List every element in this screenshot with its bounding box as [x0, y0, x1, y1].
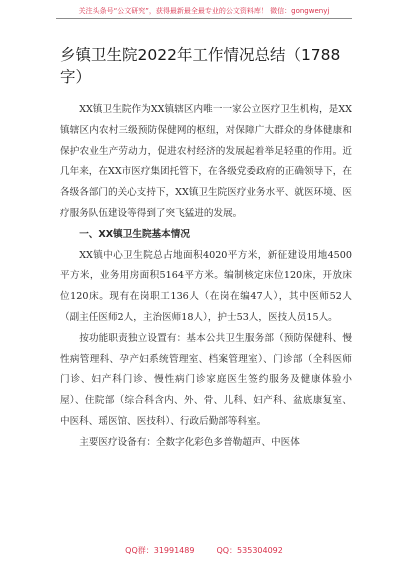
section-heading: 一、XX镇卫生院基本情况: [79, 228, 190, 240]
paragraph-equipment: 主要医疗设备有：全数字化彩色多普勒超声、中医体: [79, 436, 300, 448]
paragraph-facilities: XX镇中心卫生院总占地面积4020平方米，新征建设用地4500平方米，业务用房面积5164平方米。编制核定床位120床，开放床位120床。现有在岗职工136人（在岗在编47人），其中医师52人（副主任医师2人，主治医师18人），护士53人，医技人员15人。: [60, 249, 352, 323]
document-body: [60, 100, 352, 454]
header-divider: [56, 18, 352, 19]
footer-qq: QQ：535304092: [216, 546, 283, 555]
footer-qq-group: QQ群：31991489: [125, 546, 195, 555]
paragraph-intro: XX镇卫生院作为XX镇辖区内唯一一家公立医疗卫生机构，是XX镇辖区内农村三级预防保健网的枢纽，对保障广大群众的身体健康和保护农业生产劳动力，促进农村经济的发展起着举足轻重的作用。近几年来，在XX市医疗集团托管下，在各级党委政府的正确领导下，在各级各部门的关心支持下，XX镇卫生院医疗业务水平、就医环境、医疗服务队伍建设等得到了突飞猛进的发展。: [60, 104, 352, 219]
paragraph-departments: 按功能职责独立设置有：基本公共卫生服务部（预防保健科、慢性病管理科、孕产妇系统管理室、档案管理室）、门诊部（全科医师门诊、妇产科门诊、慢性病门诊家庭医生签约服务及健康体验小屋）、住院部（综合科含内、外、骨、儿科、妇产科、盆底康复室、中医科、瑶医馆、医技科）、行政后勤部等科室。: [60, 332, 352, 427]
header-banner: 关注头条号“公文研究”，获得最新最全最专业的公文资料库！ 微信：gongwenyj: [78, 7, 330, 15]
footer-contact: [0, 545, 408, 557]
page-title: 乡镇卫生院2022年工作情况总结（1788字）: [60, 46, 341, 86]
